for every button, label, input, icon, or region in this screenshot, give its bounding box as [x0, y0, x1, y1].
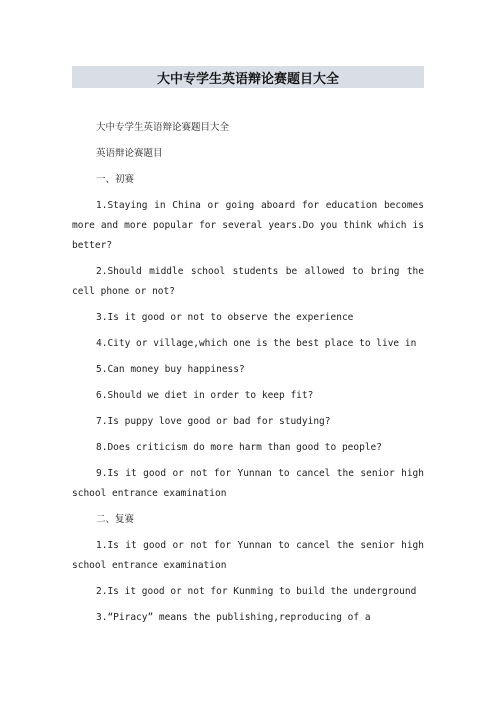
topic-item: 3.“Piracy” means the publishing,reproducing of a [96, 612, 371, 623]
topic-item: 6.Should we diet in order to keep fit? [96, 390, 314, 401]
paragraph-heading: 大中专学生英语辩论赛题目大全 [96, 122, 230, 133]
paragraph-subheading: 英语辩论赛题目 [96, 148, 163, 159]
topic-item: 7.Is puppy love good or bad for studying? [96, 416, 331, 427]
topic-item: 1.Staying in China or going aboard for education becomes more and more popular for several years.Do you think which is better? [72, 200, 424, 251]
topic-item: 1.Is it good or not for Yunnan to cancel the senior high school entrance examination [72, 540, 424, 571]
document-title: 大中专学生英语辩论赛题目大全 [72, 66, 424, 88]
topic-item: 5.Can money buy happiness? [96, 364, 245, 375]
topic-item: 4.City or village,which one is the best place to live in [96, 338, 417, 349]
document-body [72, 118, 424, 634]
topic-item: 3.Is it good or not to observe the experience [96, 312, 354, 323]
section-heading-preliminary: 一、初赛 [96, 174, 135, 185]
topic-item: 2.Should middle school students be allowed to bring the cell phone or not? [72, 266, 424, 297]
section-heading-semifinal: 二、复赛 [96, 514, 135, 525]
topic-item: 2.Is it good or not for Kunming to build the underground [96, 586, 417, 597]
topic-item: 9.Is it good or not for Yunnan to cancel the senior high school entrance examination [72, 468, 424, 499]
topic-item: 8.Does criticism do more harm than good to people? [96, 442, 382, 453]
